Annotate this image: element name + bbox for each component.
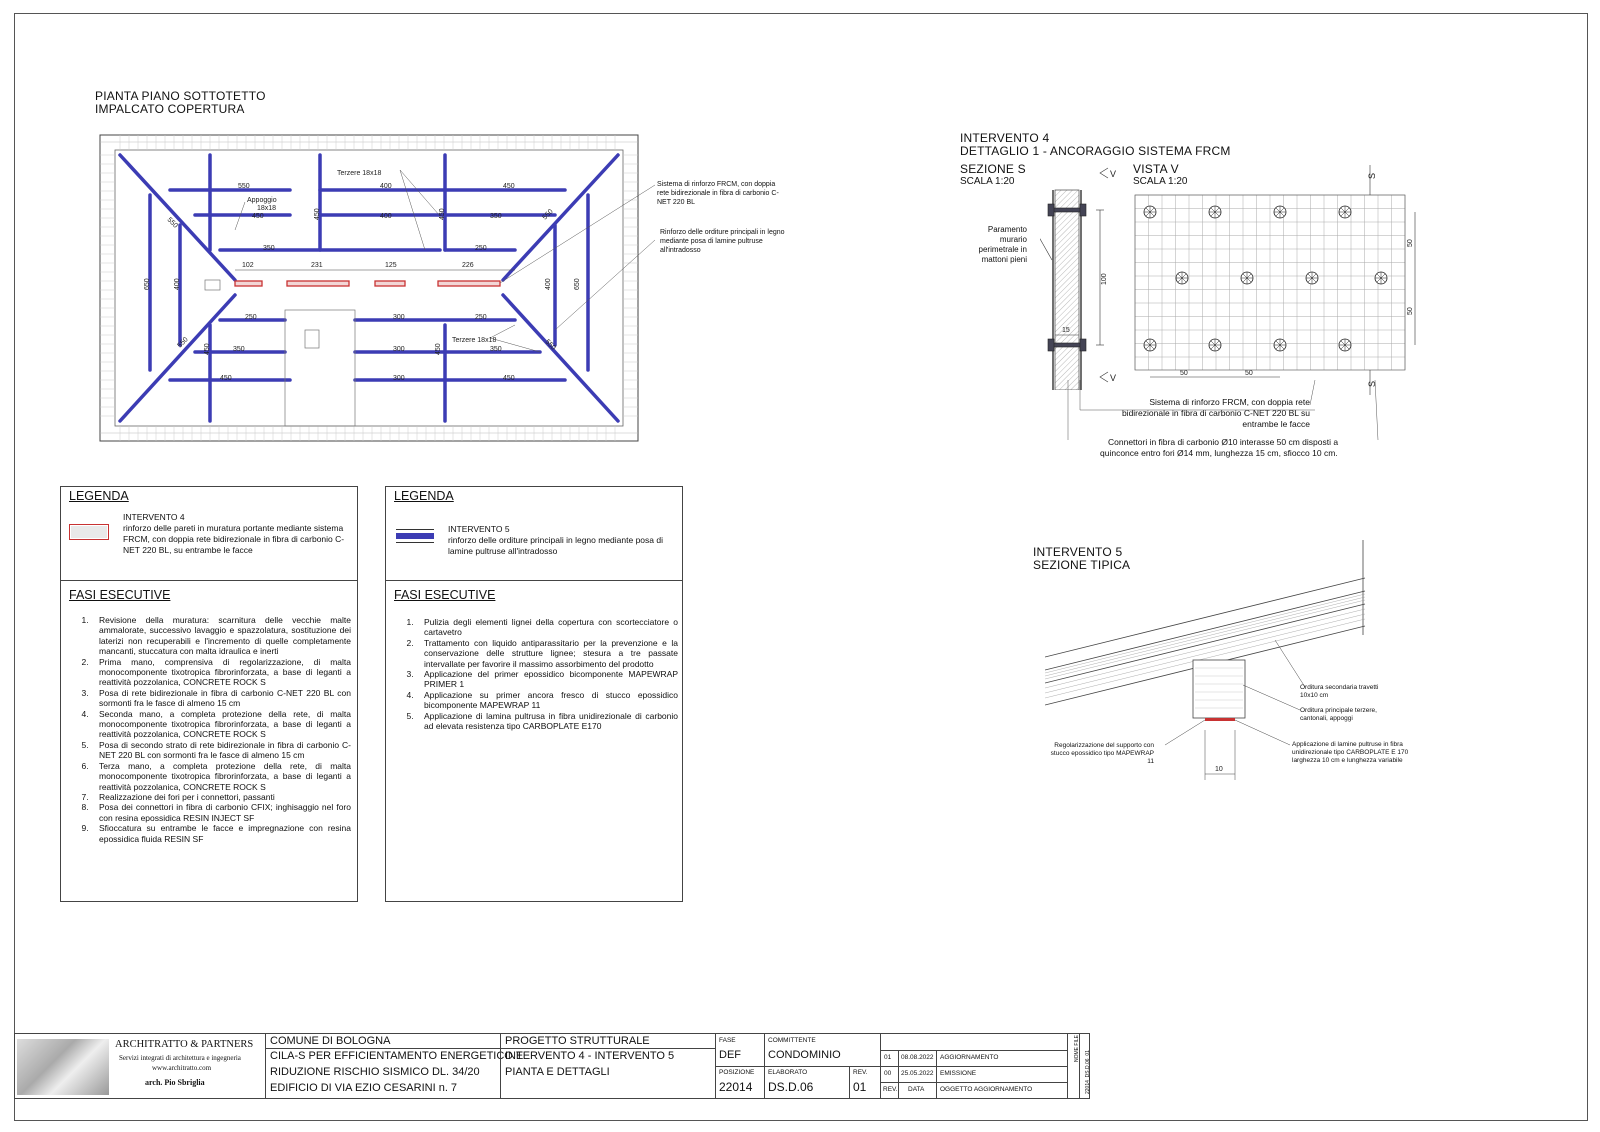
fasi-item: 1. Revisione della muratura: scarnitura delle vecchie malte ammalorate, successivo lavaggio e spazzolatura, sostituzione dei laterizi non recuperabili e l'incremento di quelle completamente mancanti, stuccatura con malta idraulica e inerti (91, 615, 351, 657)
vista-scale: SCALA 1:20 (1133, 176, 1188, 187)
legend-divider (386, 580, 682, 581)
roof-plan-drawing (95, 130, 655, 450)
firm-architect: arch. Pio Sbriglia (145, 1078, 205, 1087)
sezione-scale: SCALA 1:20 (960, 176, 1015, 187)
fasi-item: 4. Applicazione su primer ancora fresco di stucco epossidico bicomponente MAPEWRAP 11 (416, 690, 678, 711)
tb-comune: COMUNE DI BOLOGNA (270, 1035, 391, 1047)
legend-intervento-5 (385, 486, 683, 902)
plan-dim: 250 (245, 314, 257, 321)
plan-dim: 250 (475, 314, 487, 321)
plan-dim: 450 (204, 343, 211, 355)
plan-dim: 450 (503, 375, 515, 382)
plan-dim: 350 (490, 213, 502, 220)
tb-line2: CILA-S PER EFFICIENTAMENTO ENERGETICO E (270, 1050, 524, 1062)
plan-dim: 650 (144, 278, 151, 290)
fasi-item: 6. Terza mano, a completa protezione della rete, di malta monocomponente tixotropica fibrorinforzata, a base di leganti a reattività pozzolanica, CONCRETE ROCK S (91, 761, 351, 792)
rev-label: REV. (853, 1069, 868, 1076)
fasi-item: 5. Posa di secondo strato di rete bidirezionale in fibra di carbonio C-NET 220 BL con sormonti fra le fasce di almeno 15 cm (91, 740, 351, 761)
tb-line4: EDIFICIO DI VIA EZIO CESARINI n. 7 (270, 1082, 458, 1094)
section-v-mark: V (1110, 169, 1117, 179)
detail1-title-2: DETTAGLIO 1 - ANCORAGGIO SISTEMA FRCM (960, 144, 1231, 158)
plan-note-lamine: Rinforzo delle orditure principali in legno mediante posa di lamine pultruse all'intradosso (660, 229, 785, 254)
legend-text: rinforzo delle pareti in muratura portante mediante sistema FRCM, con doppia rete bidirezionale in fibra di carbonio C-NET 220 BL, su entrambe le facce (123, 523, 345, 555)
plan-dim: 550 (541, 208, 555, 222)
fase-value: DEF (719, 1049, 741, 1061)
plan-label-terzere: Terzere 18x18 (337, 170, 382, 177)
plan-dim: 300 (393, 346, 405, 353)
fasi-header: FASI ESECUTIVE (394, 588, 496, 602)
plan-dim: 550 (176, 336, 190, 350)
plan-dim: 125 (385, 262, 397, 269)
tb-divider (500, 1048, 715, 1049)
plan-note-frcm: Sistema di rinforzo FRCM, con doppia rete bidirezionale in fibra di carbonio C-NET 220 BL (657, 181, 779, 206)
plan-dim: 350 (233, 346, 245, 353)
note-orditura-principale: Orditura principale terzere, cantonali, appoggi (1300, 707, 1377, 722)
section-s-drawing (1040, 160, 1120, 390)
fasi-item: 1. Pulizia degli elementi lignei della copertura con scortecciatore o cartavetro (416, 617, 678, 638)
detail1-title-1: INTERVENTO 4 (960, 131, 1050, 145)
tb-prog3: PIANTA E DETTAGLI (505, 1066, 610, 1078)
elaborato-value: DS.D.06 (768, 1080, 814, 1094)
detail1-leaders (1060, 380, 1380, 440)
fasi-list (402, 617, 678, 731)
fasi-item: 3. Posa di rete bidirezionale in fibra di carbonio C-NET 220 BL con sormonti fra le fasce di almeno 15 cm (91, 688, 351, 709)
fasi-item: 5. Applicazione di lamina pultrusa in fibra unidirezionale di carbonio ad elevata resistenza tipo CARBOPLATE E170 (416, 711, 678, 732)
plan-dim: 400 (380, 213, 392, 220)
plan-dim: 231 (311, 262, 323, 269)
fasi-item: 4. Seconda mano, a completa protezione della rete, di malta monocomponente tixotropica fibrorinforzata, a base di leganti a reattività pozzolanica, CONCRETE ROCK S (91, 709, 351, 740)
tb-divider (1067, 1034, 1068, 1098)
data-header: DATA (908, 1086, 925, 1093)
plan-dim: 400 (174, 278, 181, 290)
vista-dim: 50 (1245, 370, 1253, 377)
detail2-title-1: INTERVENTO 5 (1033, 545, 1123, 559)
elaborato-label: ELABORATO (768, 1069, 808, 1076)
fasi-item: 2. Prima mano, comprensiva di regolarizzazione, di malta monocomponente tixotropica fibrorinforzata, a base di leganti a reattività pozzolanica, CONCRETE ROCK S (91, 657, 351, 688)
legend-header: LEGENDA (69, 489, 129, 503)
legend-text: rinforzo delle orditure principali in legno mediante posa di lamine pultruse all'intradosso (448, 535, 663, 556)
detail1-note-connettori-a: Connettori in fibra di carbonio Ø10 interasse 50 cm disposti a (1108, 437, 1339, 447)
fasi-item: 9. Sfioccatura su entrambe le facce e impregnazione con resina epossidica fluida RESIN SF (91, 823, 351, 844)
posizione-label: POSIZIONE (719, 1069, 755, 1076)
title-block (14, 1033, 1090, 1099)
section-v-mark: V (1110, 373, 1117, 383)
plan-dim: 550 (543, 338, 557, 352)
firm-name: ARCHITRATTO & PARTNERS (115, 1039, 254, 1050)
paramento-label: Paramento murario perimetrale in mattoni pieni (978, 225, 1027, 264)
nome-file-label: NOME FILE (1074, 1035, 1080, 1062)
plan-dim: 400 (380, 183, 392, 190)
section-dim-15: 15 (1062, 327, 1070, 334)
rev-row-rev: 01 (884, 1054, 892, 1061)
legend-title: INTERVENTO 5 (448, 524, 510, 534)
legend-header: LEGENDA (394, 489, 454, 503)
fasi-list (77, 615, 351, 844)
plan-dim: 300 (393, 314, 405, 321)
plan-dim: 250 (475, 245, 487, 252)
plan-dim: 450 (220, 375, 232, 382)
fasi-item: 8. Posa dei connettori in fibra di carbonio CFIX; inghisaggio nel foro con resina epossidica RESIN INJECT SF (91, 802, 351, 823)
tb-divider (764, 1034, 765, 1098)
tb-line3: RIDUZIONE RISCHIO SISMICO DL. 34/20 (270, 1066, 480, 1078)
tb-divider (936, 1050, 937, 1098)
section-dim-100: 100 (1101, 273, 1108, 285)
committente-label: COMMITTENTE (768, 1037, 816, 1044)
rev-row-rev: 00 (884, 1070, 892, 1077)
legend-swatch-red (69, 524, 109, 540)
fase-label: FASE (719, 1037, 736, 1044)
tb-prog2: INTERVENTO 4 - INTERVENTO 5 (505, 1050, 675, 1062)
vista-v-drawing (1125, 162, 1425, 395)
plan-dim: 650 (574, 278, 581, 290)
plan-dim: 450 (439, 208, 446, 220)
tb-divider (500, 1034, 501, 1098)
tb-divider (898, 1050, 899, 1098)
plan-label-appoggio: 18x18 (257, 205, 277, 212)
plan-dim: 550 (238, 183, 250, 190)
plan-dim: 450 (252, 213, 264, 220)
tb-divider (880, 1066, 1067, 1067)
fasi-item: 3. Applicazione del primer epossidico bicomponente MAPEWRAP PRIMER 1 (416, 669, 678, 690)
oggetto-header: OGGETTO AGGIORNAMENTO (940, 1086, 1033, 1093)
plan-label-appoggio: Appoggio (247, 197, 277, 204)
tb-divider (880, 1082, 1067, 1083)
plan-title-1: PIANTA PIANO SOTTOTETTO (95, 89, 266, 103)
note-regolarizzazione: Regolarizzazione del supporto con stucco epossidico tipo MAPEWRAP 11 (1050, 742, 1154, 765)
tb-divider (715, 1066, 880, 1067)
plan-dim: 550 (165, 216, 179, 230)
legend-intervento-4 (60, 486, 358, 902)
note-orditura-secondaria: Orditura secondaria travetti 10x10 cm (1300, 684, 1379, 699)
legend-title: INTERVENTO 4 (123, 512, 185, 522)
tb-divider (849, 1066, 850, 1098)
vista-dim: 50 (1407, 239, 1414, 247)
sezione-title: SEZIONE S (960, 162, 1026, 176)
fasi-header: FASI ESECUTIVE (69, 588, 171, 602)
vista-s-mark: S (1367, 172, 1377, 179)
posizione-value: 22014 (719, 1080, 753, 1094)
plan-title-2: IMPALCATO COPERTURA (95, 102, 245, 116)
fasi-item: 2. Trattamento con liquido antiparassitario per la prevenzione e la conservazione delle strutture lignee; stesura a tre passate intervallate per favorire il massimo assorbimento del prodotto (416, 638, 678, 669)
rev-row-data: 08.08.2022 (901, 1054, 934, 1061)
plan-dim: 350 (490, 346, 502, 353)
tb-divider (880, 1050, 1067, 1051)
plan-label-terzere: Terzere 18x18 (452, 337, 497, 344)
detail2-title-2: SEZIONE TIPICA (1033, 558, 1131, 572)
committente-value: CONDOMINIO (768, 1049, 841, 1061)
plan-dim: 450 (435, 343, 442, 355)
legend-swatch-blue (396, 529, 434, 543)
firm-web: www.architratto.com (152, 1064, 212, 1072)
rev-row-oggetto: EMISSIONE (940, 1070, 977, 1077)
plan-dim: 450 (503, 183, 515, 190)
typical-dim-10: 10 (1215, 766, 1223, 773)
fasi-item: 7. Realizzazione dei fori per i connettori, passanti (91, 792, 351, 802)
plan-dim: 300 (393, 375, 405, 382)
rev-header: REV. (883, 1086, 898, 1093)
vista-title: VISTA V (1133, 162, 1179, 176)
detail1-note-connettori-b: quinconce entro fori Ø14 mm, lunghezza 15 cm, sfiocco 10 cm. (1100, 448, 1338, 458)
vista-dim: 50 (1407, 307, 1414, 315)
nome-file-value: 22014_DS.D.06_01 (1085, 1050, 1091, 1094)
vista-s-mark: S (1367, 380, 1377, 387)
rev-row-data: 25.05.2022 (901, 1070, 934, 1077)
plan-dim: 350 (263, 245, 275, 252)
tb-prog1: PROGETTO STRUTTURALE (505, 1035, 650, 1047)
plan-dim: 450 (314, 208, 321, 220)
detail1-note-frcm: Sistema di rinforzo FRCM, con doppia rete bidirezionale in fibra di carbonio C-NET 220 BL su entrambe le facce (1121, 397, 1310, 429)
legend-divider (61, 580, 357, 581)
firm-logo-image (17, 1039, 109, 1095)
tb-divider (265, 1034, 266, 1098)
tb-divider (265, 1048, 500, 1049)
firm-sub: Servizi integrati di architettura e ingegneria (119, 1054, 241, 1062)
plan-dim: 226 (462, 262, 474, 269)
vista-dim: 50 (1180, 370, 1188, 377)
rev-row-oggetto: AGGIORNAMENTO (940, 1054, 999, 1061)
plan-dim: 102 (242, 262, 254, 269)
plan-dim: 400 (545, 278, 552, 290)
note-lamine: Applicazione di lamine pultruse in fibra unidirezionale tipo CARBOPLATE E 170 larghezza 10 cm e lunghezza variabile (1292, 741, 1409, 764)
rev-value: 01 (853, 1080, 867, 1094)
